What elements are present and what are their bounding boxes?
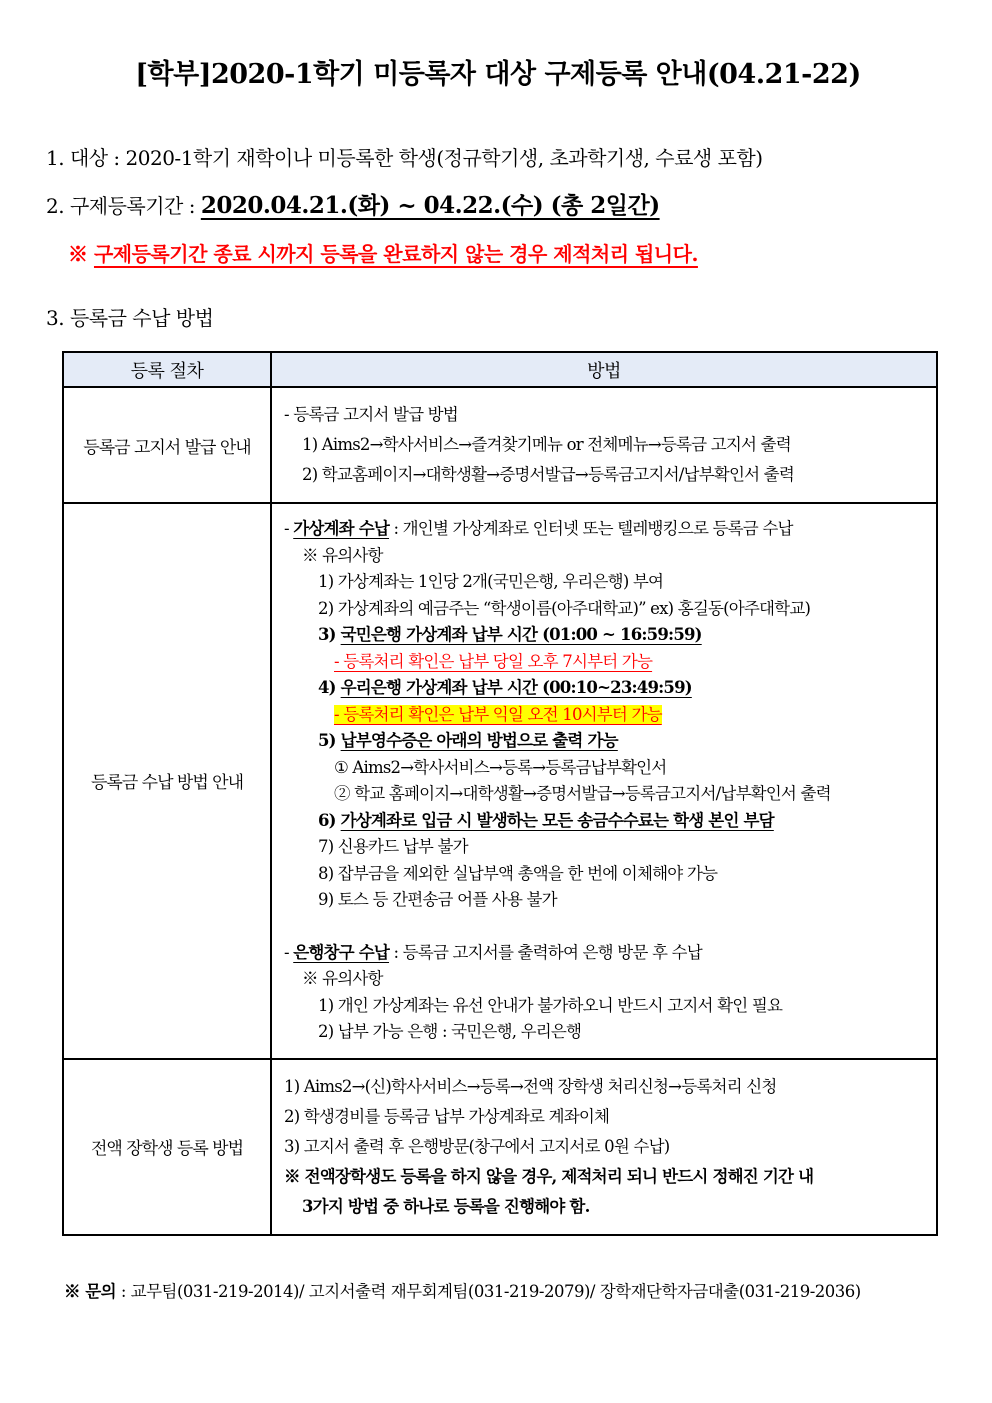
text-line bbox=[272, 940, 928, 967]
text-line bbox=[272, 702, 928, 729]
row-label: 등록금 수납 방법 안내 bbox=[63, 503, 271, 1059]
text-segment: 6) bbox=[318, 810, 341, 830]
table-header bbox=[63, 352, 937, 387]
text-segment: 3가지 방법 중 하나로 등록을 진행해야 함. bbox=[302, 1196, 590, 1216]
text-line bbox=[272, 569, 928, 596]
text-segment: 우리은행 가상계좌 납부 시간 (00:10~23:49:59) bbox=[340, 678, 692, 697]
text-line bbox=[272, 543, 928, 570]
text-line bbox=[272, 1162, 928, 1192]
table-row bbox=[63, 503, 937, 1059]
list-item-target: 1. 대상 : 2020-1학기 재학이나 미등록한 학생(정규학기생, 초과학기생, 수료생 포함) bbox=[46, 146, 763, 170]
text-segment: : 등록금 고지서를 출력하여 은행 방문 후 수납 bbox=[389, 942, 702, 962]
row-method-content bbox=[271, 387, 937, 503]
text-segment: 납부영수증은 아래의 방법으로 출력 가능 bbox=[340, 731, 618, 750]
text-segment: 8) 잡부금을 제외한 실납부액 총액을 한 번에 이체해야 가능 bbox=[318, 863, 718, 883]
text-segment: 5) bbox=[318, 731, 341, 750]
text-segment: 1) 개인 가상계좌는 유선 안내가 불가하오니 반드시 고지서 확인 필요 bbox=[318, 995, 783, 1015]
text-segment: 2) 가상계좌의 예금주는 “학생이름(아주대학교)” ex) 홍길동(아주대학교) bbox=[318, 598, 811, 618]
text-segment: ※ 유의사항 bbox=[302, 545, 383, 565]
text-segment: 국민은행 가상계좌 납부 시간 (01:00 ~ 16:59:59) bbox=[340, 625, 702, 644]
text-line bbox=[272, 649, 928, 676]
text-line bbox=[272, 728, 928, 755]
text-line bbox=[272, 516, 928, 543]
text-line bbox=[272, 966, 928, 993]
text-segment: 1) 가상계좌는 1인당 2개(국민은행, 우리은행) 부여 bbox=[318, 572, 664, 591]
period-label: 2. 구제등록기간 : bbox=[46, 194, 201, 218]
row-method-content bbox=[271, 1059, 937, 1235]
text-line bbox=[272, 460, 928, 490]
text-segment: 가상계좌로 입금 시 발생하는 모든 송금수수료는 학생 본인 부담 bbox=[340, 810, 774, 830]
text-segment: - bbox=[284, 519, 294, 538]
text-segment: ※ 유의사항 bbox=[302, 969, 383, 988]
text-segment: 1) Aims2→(신)학사서비스→등록→전액 장학생 처리신청→등록처리 신청 bbox=[284, 1076, 777, 1096]
contact-footer bbox=[64, 1278, 956, 1302]
text-line bbox=[272, 834, 928, 861]
table-row bbox=[63, 387, 937, 503]
row-label: 등록금 고지서 발급 안내 bbox=[63, 387, 271, 503]
text-line bbox=[272, 430, 928, 460]
text-segment: 9) 토스 등 간편송금 어플 사용 불가 bbox=[318, 890, 557, 909]
text-segment: 가상계좌 수납 bbox=[293, 519, 390, 538]
contact-numbers: : 교무팀(031-219-2014)/ 고지서출력 재무회계팀(031-219-2079)/ 장학재단학자금대출(031-219-2036) bbox=[116, 1281, 861, 1301]
text-line bbox=[272, 675, 928, 702]
period-value: 2020.04.21.(화) ~ 04.22.(수) (총 2일간) bbox=[200, 192, 660, 219]
tuition-table-body bbox=[63, 387, 937, 1235]
text-segment: 2) 학교홈페이지→대학생활→증명서발급→등록금고지서/납부확인서 출력 bbox=[302, 465, 794, 484]
tuition-payment-table bbox=[62, 351, 938, 1236]
text-line bbox=[272, 1019, 928, 1046]
row-label: 전액 장학생 등록 방법 bbox=[63, 1059, 271, 1235]
text-segment: ① Aims2→학사서비스→등록→등록금납부확인서 bbox=[334, 757, 667, 777]
top-list bbox=[46, 143, 956, 333]
text-segment: - 등록처리 확인은 납부 당일 오후 7시부터 가능 bbox=[334, 651, 653, 671]
text-line bbox=[272, 887, 928, 914]
column-header-procedure: 등록 절차 bbox=[63, 352, 271, 387]
text-segment: 7) 신용카드 납부 불가 bbox=[318, 837, 468, 856]
text-line bbox=[272, 993, 928, 1020]
text-segment: 은행창구 수납 bbox=[293, 942, 390, 962]
expulsion-warning bbox=[68, 239, 956, 269]
page-title: [학부]2020-1학기 미등록자 대상 구제등록 안내(04.21-22) bbox=[135, 59, 861, 90]
text-line bbox=[272, 861, 928, 888]
text-segment: ② 학교 홈페이지→대학생활→증명서발급→등록금고지서/납부확인서 출력 bbox=[334, 784, 831, 803]
text-segment: - 등록처리 확인은 납부 익일 오전 10시부터 가능 bbox=[334, 704, 662, 724]
text-segment: - 등록금 고지서 발급 방법 bbox=[284, 405, 458, 424]
text-line bbox=[272, 622, 928, 649]
text-line bbox=[272, 400, 928, 430]
text-segment: - bbox=[284, 942, 294, 962]
warning-text: 구제등록기간 종료 시까지 등록을 완료하지 않는 경우 제적처리 됩니다. bbox=[93, 242, 698, 266]
text-segment: 4) bbox=[318, 678, 341, 697]
text-segment: 1) Aims2→학사서비스→즐겨찾기메뉴 or 전체메뉴→등록금 고지서 출력 bbox=[302, 435, 791, 454]
text-line bbox=[272, 808, 928, 835]
blank-line bbox=[272, 914, 928, 940]
text-segment: 2) 납부 가능 은행 : 국민은행, 우리은행 bbox=[318, 1022, 582, 1041]
text-segment: 2) 학생경비를 등록금 납부 가상계좌로 계좌이체 bbox=[284, 1106, 610, 1126]
text-segment: ※ 전액장학생도 등록을 하지 않을 경우, 제적처리 되니 반드시 정해진 기간 내 bbox=[284, 1166, 814, 1186]
list-item-period bbox=[46, 191, 956, 221]
text-segment: : 개인별 가상계좌로 인터넷 또는 텔레뱅킹으로 등록금 수납 bbox=[389, 519, 793, 538]
text-line bbox=[272, 1072, 928, 1102]
text-segment: 3) 고지서 출력 후 은행방문(창구에서 고지서로 0원 수납) bbox=[284, 1136, 670, 1156]
table-row bbox=[63, 1059, 937, 1235]
text-line bbox=[272, 1132, 928, 1162]
text-line bbox=[272, 1102, 928, 1132]
list-item-payment-method: 3. 등록금 수납 방법 bbox=[46, 306, 214, 330]
text-line bbox=[272, 781, 928, 808]
contact-prefix: ※ 문의 bbox=[64, 1281, 117, 1301]
text-segment: 3) bbox=[318, 625, 341, 644]
text-line bbox=[272, 596, 928, 623]
text-line bbox=[272, 1192, 928, 1222]
text-line bbox=[272, 755, 928, 782]
column-header-method: 방법 bbox=[271, 352, 937, 387]
warning-mark: ※ bbox=[68, 242, 94, 266]
row-method-content bbox=[271, 503, 937, 1059]
